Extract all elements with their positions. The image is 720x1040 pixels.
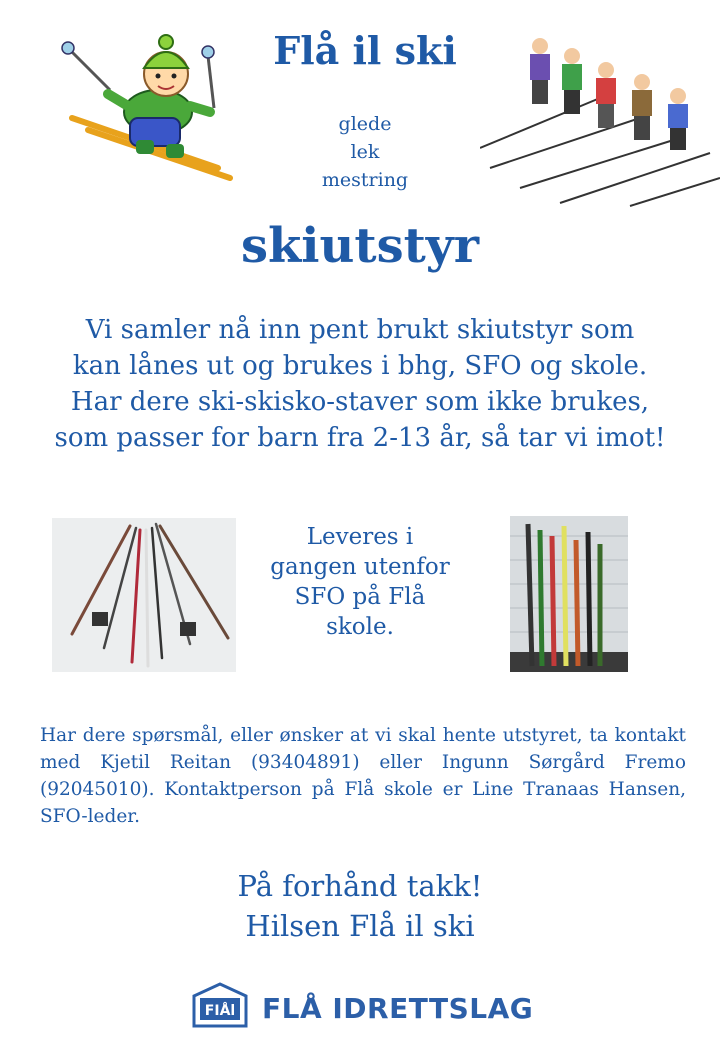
delivery-line: SFO på Flå <box>294 584 426 610</box>
logo-text: FIÅl <box>204 1003 236 1019</box>
club-logo-icon <box>190 982 250 1028</box>
intro-paragraph <box>20 312 700 456</box>
motto-line: mestring <box>321 169 409 191</box>
closing-line: På forhånd takk! <box>237 869 483 903</box>
page-title: Flå il ski <box>273 28 457 73</box>
skis-against-wall-photo <box>510 516 628 672</box>
intro-line: Har dere ski-skisko-staver som ikke brukes, <box>70 387 650 417</box>
club-name: FLÅ IDRETTSLAG <box>262 992 534 1025</box>
motto-line: glede <box>338 113 392 135</box>
motto <box>290 110 440 194</box>
children-skiing-clipart <box>480 28 720 208</box>
ski-equipment-photo <box>52 518 236 672</box>
intro-line: som passer for barn fra 2-13 år, så tar vi imot! <box>54 423 666 453</box>
intro-line: kan lånes ut og brukes i bhg, SFO og skole. <box>72 351 648 381</box>
intro-line: Vi samler nå inn pent brukt skiutstyr som <box>85 315 635 345</box>
child-skier-clipart <box>58 28 238 188</box>
delivery-line: gangen utenfor <box>270 554 450 580</box>
contact-paragraph: Har dere spørsmål, eller ønsker at vi skal hente utstyret, ta kontakt med Kjetil Reitan (93404891) eller Ingunn Sørgård Fremo (92045010). Kontaktperson på Flå skole er Line Tranaas Hansen, SFO-leder. <box>40 725 686 827</box>
closing <box>160 866 560 946</box>
delivery-info <box>248 522 472 642</box>
delivery-line: Leveres i <box>306 524 414 550</box>
headline: skiutstyr <box>241 218 479 274</box>
child-figures <box>530 38 688 150</box>
motto-line: lek <box>350 141 380 163</box>
delivery-line: skole. <box>326 614 394 640</box>
closing-line: Hilsen Flå il ski <box>245 909 475 943</box>
